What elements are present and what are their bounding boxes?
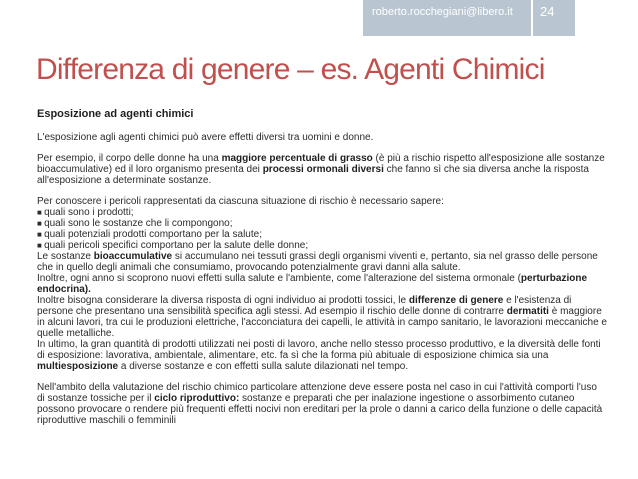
text: Per esempio, il corpo delle donne ha una	[37, 153, 222, 164]
bold-text: dermatiti	[506, 306, 549, 317]
slide-header	[0, 0, 638, 40]
text: che fanno sì che sia diversa anche la risposta all'esposizione a determinate sostanze.	[37, 164, 589, 186]
text: In ultimo, la gran quantità di prodotti utilizzati nei posti di lavoro, anche nello stesso processo produttivo, e la diversità delle fonti di esposizione: lavorativa, ambientale, alimentare, etc. fa sì che la forma più abituale di esposizione chimica sia una	[37, 339, 601, 361]
bullet-list	[37, 207, 607, 251]
bold-text: processi ormonali diversi	[262, 164, 384, 175]
list-item: ■ quali potenziali prodotti comportano per la salute;	[37, 229, 607, 240]
list-item: ■ quali sono le sostanze che li compongono;	[37, 218, 607, 229]
paragraph-gender	[37, 295, 607, 339]
slide-body	[37, 109, 607, 426]
paragraph-bioaccumulative	[37, 251, 607, 273]
paragraph-multiexposure	[37, 339, 607, 372]
paragraph-example	[37, 153, 607, 186]
text: Le sostanze	[37, 251, 94, 262]
text: si accumulano nei tessuti grassi degli organismi viventi e, pertanto, sia nel grasso delle persone che in quello degli animali che consumiamo, provocando potenzialmente gravi danni alla salute.	[37, 251, 598, 273]
bold-text: multiesposizione	[37, 361, 119, 372]
bold-text: perturbazione endocrina).	[37, 273, 588, 295]
text: Nell'ambito della valutazione del rischio chimico particolare attenzione deve essere posta nel caso in cui l'attività comporti l'uso di sostanze tossiche per il	[37, 382, 597, 404]
text: (è più a rischio rispetto all'esposizione alle sostanze bioaccumulative) ed il loro organismo presenta dei	[37, 153, 605, 175]
subheading: Esposizione ad agenti chimici	[37, 108, 194, 120]
slide-title: Differenza di genere – es. Agenti Chimici	[36, 53, 545, 86]
text: Inoltre, ogni anno si scoprono nuovi effetti sulla salute e l'ambiente, come l'alterazione del sistema ormonale (	[37, 273, 521, 284]
text: Inoltre bisogna considerare la diversa risposta di ogni individuo ai prodotti tossici, le	[37, 295, 409, 306]
bold-text: ciclo riproduttivo:	[154, 393, 240, 404]
text: a diverse sostanze e con effetti sulla salute dilazionati nel tempo.	[118, 361, 409, 372]
bold-text: differenze di genere	[408, 295, 504, 306]
paragraph-know: Per conoscere i pericoli rappresentati da ciascuna situazione di rischio è necessario sapere:	[37, 196, 444, 207]
list-item: ■ quali sono i prodotti;	[37, 207, 607, 218]
bold-text: bioaccumulative	[93, 251, 173, 262]
paragraph-intro: L'esposizione agli agenti chimici può avere effetti diversi tra uomini e donne.	[37, 132, 374, 143]
text: e l'esistenza di persone che presentano una sensibilità specifica agli stessi. Ad esempio il rischio delle donne di contrarre	[37, 295, 572, 317]
text: sostanze e preparati che per inalazione ingestione o assorbimento cutaneo possono provocare o rendere più frequenti effetti nocivi non ereditari per la prole o danni a carico della funzione o delle capacità riproduttive maschili o femminili	[37, 393, 603, 426]
page-number: 24	[540, 4, 555, 19]
paragraph-endocrine	[37, 273, 607, 295]
paragraph-reproductive	[37, 382, 607, 426]
text: è maggiore in alcuni lavori, tra cui le produzioni elettriche, l'acconciatura dei capelli, le attività in campo sanitario, le lavorazioni meccaniche e quelle metalliche.	[37, 306, 607, 339]
list-item: ■ quali pericoli specifici comportano per la salute delle donne;	[37, 240, 607, 251]
bold-text: maggiore percentuale di grasso	[221, 153, 373, 164]
author-email: roberto.rocchegiani@libero.it	[372, 6, 513, 18]
